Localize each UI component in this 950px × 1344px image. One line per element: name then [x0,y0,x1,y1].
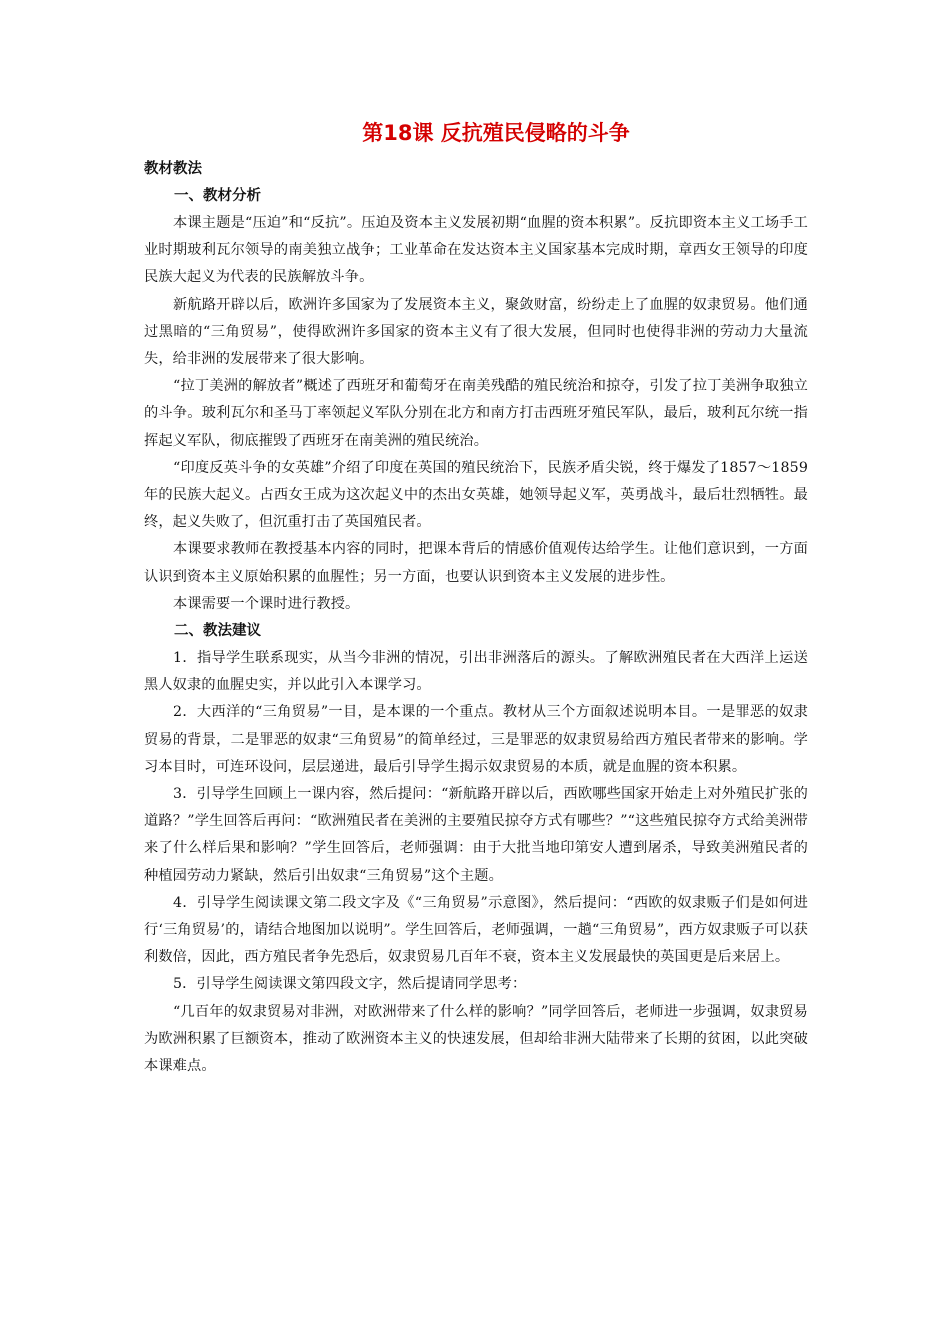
paragraph: 本课要求教师在教授基本内容的同时，把课本背后的情感价值观传达给学生。让他们意识到，一方面认识到资本主义原始积累的血腥性；另一方面，也要认识到资本主义发展的进步性。 [144,541,808,585]
paragraph: “几百年的奴隶贸易对非洲，对欧洲带来了什么样的影响？”同学回答后，老师进一步强调，奴隶贸易为欧洲积累了巨额资本，推动了欧洲资本主义的快速发展，但却给非洲大陆带来了长期的贫困，以此突破本课难点。 [144,1003,808,1075]
paragraph: 4．引导学生阅读课文第二段文字及《“三角贸易”示意图》，然后提问：“西欧的奴隶贩子们是如何进行‘三角贸易’的，请结合地图加以说明”。学生回答后，老师强调，一趟“三角贸易”，西方奴隶贩子可以获利数倍，因此，西方殖民者争先恐后，奴隶贸易几百年不衰，资本主义发展最快的英国更是后来居上。 [144,894,808,966]
section-label: 教材教法 [144,161,202,177]
document-title: 第18课 反抗殖民侵略的斗争 [362,121,630,145]
document-page [144,118,808,1080]
paragraph: 5．引导学生阅读课文第四段文字，然后提请同学思考： [173,976,527,993]
paragraph: 本课需要一个课时进行教授。 [173,595,360,612]
paragraph: 3．引导学生回顾上一课内容，然后提问：“新航路开辟以后，西欧哪些国家开始走上对外殖民扩张的道路？”学生回答后再问：“欧洲殖民者在美洲的主要殖民掠夺方式有哪些？”“这些殖民掠夺方式给美洲带来了什么样后果和影响？”学生回答后，老师强调：由于大批当地印第安人遭到屠杀，导致美洲殖民者的种植园劳动力紧缺，然后引出奴隶“三角贸易”这个主题。 [144,786,808,884]
heading-teaching-suggestions: 二、教法建议 [174,623,261,640]
heading-textbook-analysis: 一、教材分析 [174,188,261,204]
paragraph: 本课主题是“压迫”和“反抗”。压迫及资本主义发展初期“血腥的资本积累”。反抗即资本主义工场手工业时期玻利瓦尔领导的南美独立战争；工业革命在发达资本主义国家基本完成时期，章西女王领导的印度民族大起义为代表的民族解放斗争。 [144,215,808,286]
paragraph: “印度反英斗争的女英雄”介绍了印度在英国的殖民统治下，民族矛盾尖锐，终于爆发了1857～1859年的民族大起义。占西女王成为这次起义中的杰出女英雄，她领导起义军，英勇战斗，最后壮烈牺牲。最终，起义失败了，但沉重打击了英国殖民者。 [144,459,808,531]
paragraph: “拉丁美洲的解放者”概述了西班牙和葡萄牙在南美残酷的殖民统治和掠夺，引发了拉丁美洲争取独立的斗争。玻利瓦尔和圣马丁率领起义军队分别在北方和南方打击西班牙殖民军队，最后，玻利瓦尔统一指挥起义军队，彻底摧毁了西班牙在南美洲的殖民统治。 [144,378,808,449]
paragraph: 2．大西洋的“三角贸易”一目，是本课的一个重点。教材从三个方面叙述说明本目。一是罪恶的奴隶贸易的背景，二是罪恶的奴隶“三角贸易”的简单经过，三是罪恶的奴隶贸易给西方殖民者带来的影响。学习本目时，可连环设问，层层递进，最后引导学生揭示奴隶贸易的本质，就是血腥的资本积累。 [144,704,808,775]
paragraph: 新航路开辟以后，欧洲许多国家为了发展资本主义，聚敛财富，纷纷走上了血腥的奴隶贸易。他们通过黑暗的“三角贸易”，使得欧洲许多国家的资本主义有了很大发展，但同时也使得非洲的劳动力大量流失，给非洲的发展带来了很大影响。 [144,296,808,368]
paragraph: 1．指导学生联系现实，从当今非洲的情况，引出非洲落后的源头。了解欧洲殖民者在大西洋上运送黑人奴隶的血腥史实，并以此引入本课学习。 [144,650,808,694]
